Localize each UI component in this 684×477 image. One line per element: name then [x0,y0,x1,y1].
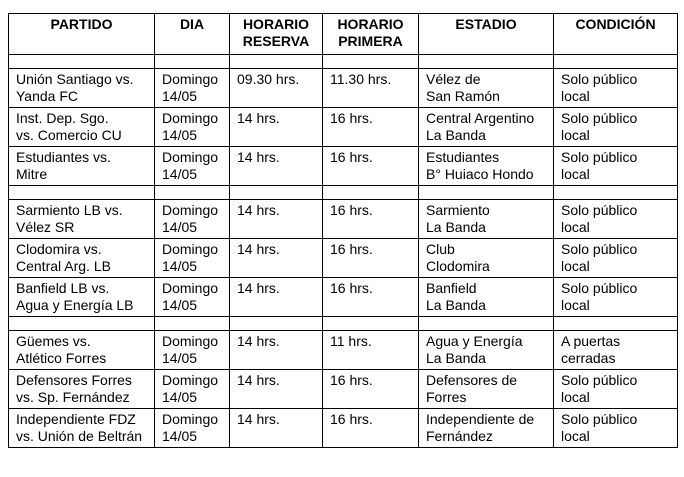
spacer-cell [554,186,678,200]
header-partido: PARTIDO [9,14,155,55]
spacer-cell [323,186,419,200]
cell-horario-reserva: 14 hrs. [230,278,323,317]
spacer-row [9,317,678,331]
cell-condicion: Solo público local [554,69,678,108]
cell-horario-reserva: 09.30 hrs. [230,69,323,108]
cell-estadio: Banfield La Banda [419,278,554,317]
cell-horario-primera: 16 hrs. [323,147,419,186]
cell-condicion: Solo público local [554,409,678,448]
cell-partido: Defensores Forres vs. Sp. Fernández [9,370,155,409]
cell-estadio: Vélez de San Ramón [419,69,554,108]
match-schedule-table [8,13,678,448]
cell-horario-primera: 11 hrs. [323,331,419,370]
table-row [9,370,678,409]
spacer-cell [419,55,554,69]
cell-estadio: Agua y Energía La Banda [419,331,554,370]
cell-partido: Unión Santiago vs. Yanda FC [9,69,155,108]
cell-dia: Domingo 14/05 [155,331,230,370]
cell-estadio: Independiente de Fernández [419,409,554,448]
header-horario-reserva: HORARIO RESERVA [230,14,323,55]
cell-dia: Domingo 14/05 [155,409,230,448]
cell-horario-primera: 11.30 hrs. [323,69,419,108]
cell-estadio: Central Argentino La Banda [419,108,554,147]
cell-estadio: Sarmiento La Banda [419,200,554,239]
cell-condicion: Solo público local [554,200,678,239]
cell-partido: Clodomira vs. Central Arg. LB [9,239,155,278]
spacer-cell [419,317,554,331]
header-estadio: ESTADIO [419,14,554,55]
schedule-body [9,55,678,448]
spacer-cell [323,317,419,331]
spacer-cell [155,317,230,331]
spacer-cell [419,186,554,200]
header-condicion: CONDICIÓN [554,14,678,55]
table-row [9,108,678,147]
header-row [9,14,678,55]
cell-horario-reserva: 14 hrs. [230,370,323,409]
spacer-cell [9,55,155,69]
cell-partido: Independiente FDZ vs. Unión de Beltrán [9,409,155,448]
cell-dia: Domingo 14/05 [155,147,230,186]
table-row [9,69,678,108]
spacer-cell [155,55,230,69]
table-row [9,147,678,186]
cell-horario-reserva: 14 hrs. [230,108,323,147]
spacer-row [9,186,678,200]
cell-dia: Domingo 14/05 [155,239,230,278]
cell-partido: Estudiantes vs. Mitre [9,147,155,186]
cell-horario-primera: 16 hrs. [323,409,419,448]
cell-condicion: A puertas cerradas [554,331,678,370]
cell-partido: Banfield LB vs. Agua y Energía LB [9,278,155,317]
spacer-cell [9,186,155,200]
cell-partido: Sarmiento LB vs. Vélez SR [9,200,155,239]
spacer-cell [554,317,678,331]
cell-horario-primera: 16 hrs. [323,200,419,239]
spacer-cell [323,55,419,69]
cell-estadio: Club Clodomira [419,239,554,278]
cell-horario-reserva: 14 hrs. [230,200,323,239]
table-row [9,278,678,317]
cell-partido: Inst. Dep. Sgo. vs. Comercio CU [9,108,155,147]
spacer-cell [155,186,230,200]
cell-condicion: Solo público local [554,278,678,317]
table-row [9,200,678,239]
cell-dia: Domingo 14/05 [155,108,230,147]
cell-dia: Domingo 14/05 [155,370,230,409]
cell-dia: Domingo 14/05 [155,69,230,108]
cell-horario-reserva: 14 hrs. [230,147,323,186]
spacer-cell [230,186,323,200]
cell-horario-reserva: 14 hrs. [230,331,323,370]
spacer-cell [230,55,323,69]
cell-horario-reserva: 14 hrs. [230,409,323,448]
cell-condicion: Solo público local [554,147,678,186]
cell-horario-primera: 16 hrs. [323,278,419,317]
cell-horario-primera: 16 hrs. [323,108,419,147]
cell-dia: Domingo 14/05 [155,200,230,239]
spacer-cell [554,55,678,69]
cell-dia: Domingo 14/05 [155,278,230,317]
cell-condicion: Solo público local [554,370,678,409]
cell-condicion: Solo público local [554,239,678,278]
spacer-cell [230,317,323,331]
cell-horario-primera: 16 hrs. [323,370,419,409]
cell-estadio: Estudiantes B° Huiaco Hondo [419,147,554,186]
header-horario-primera: HORARIO PRIMERA [323,14,419,55]
table-row [9,331,678,370]
spacer-cell [9,317,155,331]
cell-horario-primera: 16 hrs. [323,239,419,278]
cell-partido: Güemes vs. Atlético Forres [9,331,155,370]
cell-estadio: Defensores de Forres [419,370,554,409]
table-row [9,239,678,278]
spacer-row [9,55,678,69]
header-dia: DIA [155,14,230,55]
table-row [9,409,678,448]
cell-horario-reserva: 14 hrs. [230,239,323,278]
cell-condicion: Solo público local [554,108,678,147]
